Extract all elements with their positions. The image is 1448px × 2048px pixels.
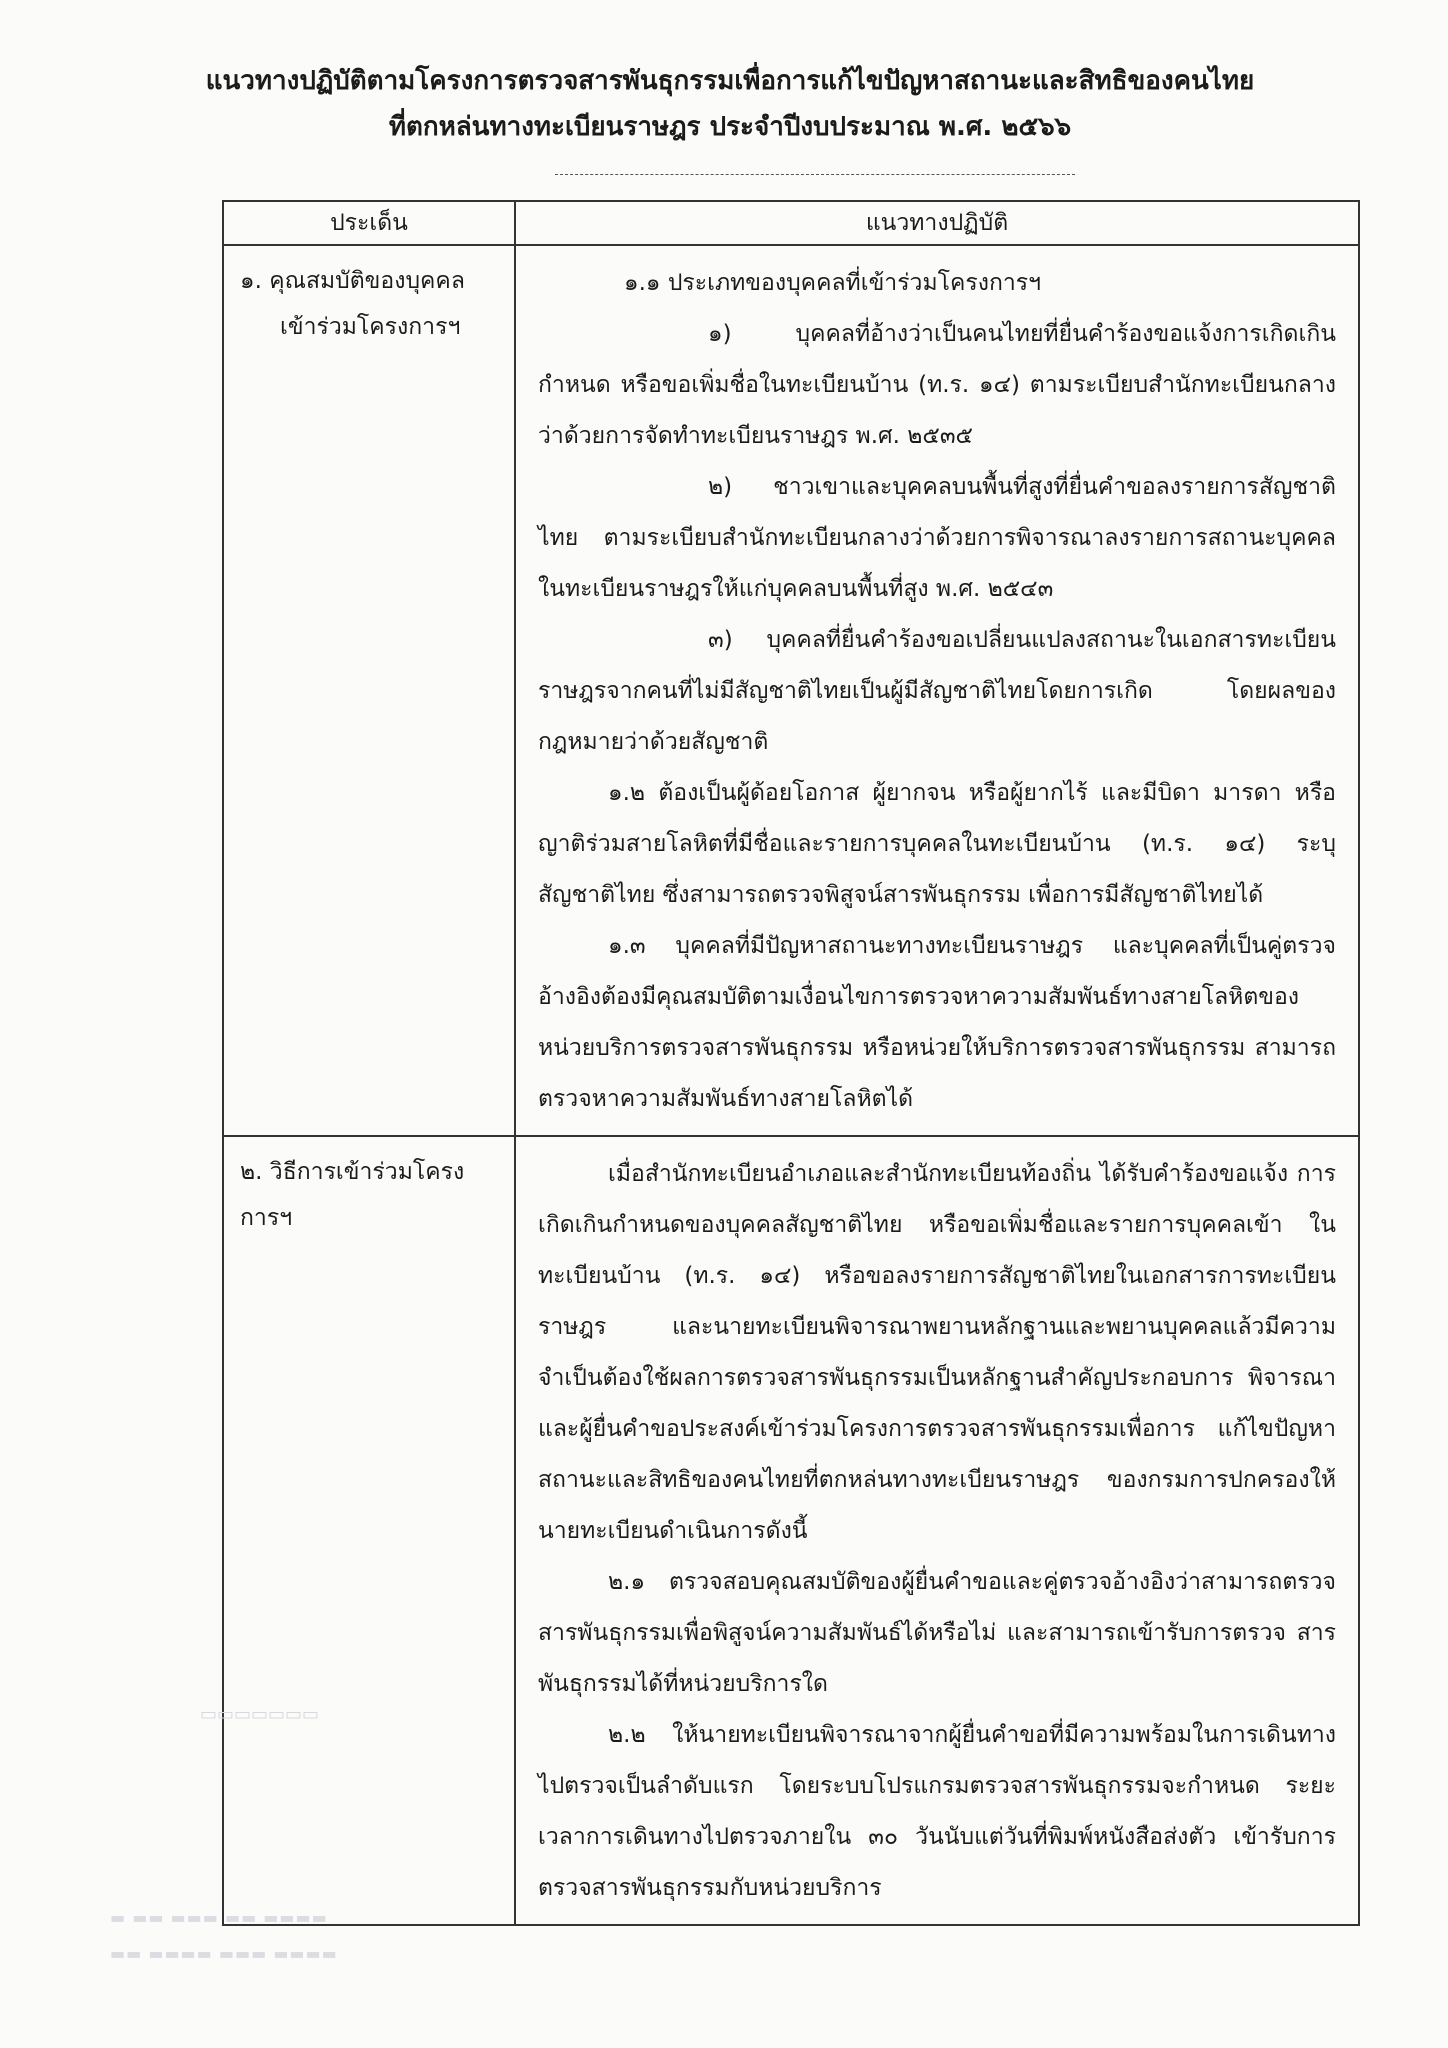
paragraph: ๒.๒ ให้นายทะเบียนพิจารณาจากผู้ยื่นคำขอที่มีความพร้อมในการเดินทาง ไปตรวจเป็นลำดับแรก โดยระบบโปรแกรมตรวจสารพันธุกรรมจะกำหนด ระยะเวลาการเดินทางไปตรวจภายใน ๓๐ วันนับแต่วันที่พิมพ์หนังสือส่งตัว เข้ารับการตรวจสารพันธุกรรมกับหน่วยบริการ xyxy=(538,1722,1336,1901)
faint-bleed-line: ▬▬ ▬▬▬▬ ▬▬▬ ▬▬▬▬ xyxy=(110,1944,338,1963)
title-divider xyxy=(555,174,1075,175)
topic-line: ๒. วิธีการเข้าร่วมโครงการฯ xyxy=(240,1159,465,1231)
topic-line: เข้าร่วมโครงการฯ xyxy=(280,314,461,340)
paragraph: เมื่อสำนักทะเบียนอำเภอและสำนักทะเบียนท้องถิ่น ได้รับคำร้องขอแจ้ง การเกิดเกินกำหนดของบุคคลสัญชาติไทย หรือขอเพิ่มชื่อและรายการบุคคลเข้า ในทะเบียนบ้าน (ท.ร. ๑๔) หรือขอลงรายการสัญชาติไทยในเอกสารการทะเบียน ราษฎร และนายทะเบียนพิจารณาพยานหลักฐานและพยานบุคคลแล้วมีความ จำเป็นต้องใช้ผลการตรวจสารพันธุกรรมเป็นหลักฐานสำคัญประกอบการ พิจารณา และผู้ยื่นคำขอประสงค์เข้าร่วมโครงการตรวจสารพันธุกรรมเพื่อการ แก้ไขปัญหาสถานะและสิทธิของคนไทยที่ตกหล่นทางทะเบียนราษฎร ของกรมการปกครองให้นายทะเบียนดำเนินการดังนี้ xyxy=(538,1161,1336,1544)
title-line-2: ที่ตกหล่นทางทะเบียนราษฎร ประจำปีงบประมาณ พ.ศ. ๒๕๖๖ xyxy=(388,112,1072,142)
header-guideline: แนวทางปฏิบัติ xyxy=(515,201,1359,245)
title-line-1: แนวทางปฏิบัติตามโครงการตรวจสารพันธุกรรมเพื่อการแก้ไขปัญหาสถานะและสิทธิของคนไทย xyxy=(205,66,1255,96)
guideline-cell xyxy=(515,245,1359,1136)
paragraph: ๒.๑ ตรวจสอบคุณสมบัติของผู้ยื่นคำขอและคู่ตรวจอ้างอิงว่าสามารถตรวจ สารพันธุกรรมเพื่อพิสูจน์ความสัมพันธ์ได้หรือไม่ และสามารถเข้ารับการตรวจ สารพันธุกรรมได้ที่หน่วยบริการใด xyxy=(538,1569,1336,1697)
paragraph: ๒) ชาวเขาและบุคคลบนพื้นที่สูงที่ยื่นคำขอลงรายการสัญชาติไทย ตามระเบียบสำนักทะเบียนกลางว่าด้วยการพิจารณาลงรายการสถานะบุคคล ในทะเบียนราษฎรให้แก่บุคคลบนพื้นที่สูง พ.ศ. ๒๕๔๓ xyxy=(538,474,1336,602)
topic-line: ๑. คุณสมบัติของบุคคล xyxy=(240,268,465,294)
header-topic: ประเด็น xyxy=(223,201,515,245)
faint-bleed-line: ▬ ▬▬ ▬▬▬ ▬▬ ▬▬▬▬ xyxy=(110,1908,328,1927)
paragraph: ๑) บุคคลที่อ้างว่าเป็นคนไทยที่ยื่นคำร้องขอแจ้งการเกิดเกินกำหนด หรือขอเพิ่มชื่อในทะเบียนบ้าน (ท.ร. ๑๔) ตามระเบียบสำนักทะเบียนกลาง ว่าด้วยการจัดทำทะเบียนราษฎร พ.ศ. ๒๕๓๕ xyxy=(538,321,1336,449)
table-row xyxy=(223,1136,1359,1925)
guideline-cell xyxy=(515,1136,1359,1925)
paragraph: ๑.๓ บุคคลที่มีปัญหาสถานะทางทะเบียนราษฎร และบุคคลที่เป็นคู่ตรวจ อ้างอิงต้องมีคุณสมบัติตามเงื่อนไขการตรวจหาความสัมพันธ์ทางสายโลหิตของ หน่วยบริการตรวจสารพันธุกรรม หรือหน่วยให้บริการตรวจสารพันธุกรรม สามารถตรวจหาความสัมพันธ์ทางสายโลหิตได้ xyxy=(538,933,1336,1112)
document-title xyxy=(180,58,1280,150)
paragraph: ๑.๒ ต้องเป็นผู้ด้อยโอกาส ผู้ยากจน หรือผู้ยากไร้ และมีบิดา มารดา หรือ ญาติร่วมสายโลหิตที่มีชื่อและรายการบุคคลในทะเบียนบ้าน (ท.ร. ๑๔) ระบุ สัญชาติไทย ซึ่งสามารถตรวจพิสูจน์สารพันธุกรรม เพื่อการมีสัญชาติไทยได้ xyxy=(538,780,1336,908)
guideline-table xyxy=(222,200,1360,1926)
paragraph: ๑.๑ ประเภทของบุคคลที่เข้าร่วมโครงการฯ xyxy=(624,270,1042,296)
paragraph: ๓) บุคคลที่ยื่นคำร้องขอเปลี่ยนแปลงสถานะในเอกสารทะเบียน ราษฎรจากคนที่ไม่มีสัญชาติไทยเป็นผู้มีสัญชาติไทยโดยการเกิด โดยผลของ กฎหมายว่าด้วยสัญชาติ xyxy=(538,627,1336,755)
topic-cell xyxy=(223,1136,515,1925)
table-header-row xyxy=(223,201,1359,245)
topic-cell xyxy=(223,245,515,1136)
table-row xyxy=(223,245,1359,1136)
faint-stamp-mark: ▭▭▭▭▭▭▭ xyxy=(200,1704,320,1725)
